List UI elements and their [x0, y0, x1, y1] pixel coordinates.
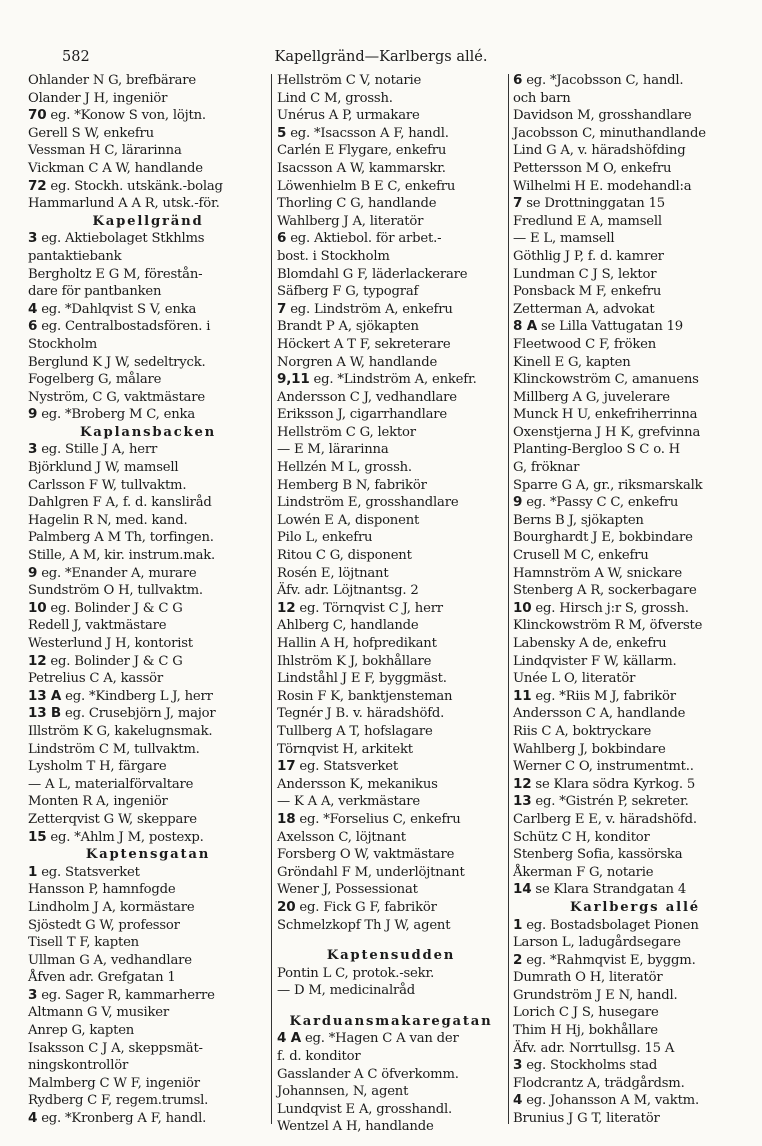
entry-text: se Lilla Vattugatan 19 — [540, 319, 683, 335]
resident-entry: Fleetwood C F, fröken — [513, 336, 657, 352]
resident-entry: Zetterqvist G W, skeppare — [28, 811, 197, 827]
column-divider — [508, 74, 509, 1124]
resident-entry: Gröndahl F M, underlöjtnant — [277, 864, 465, 880]
entry-text: eg. Sager R, kammarherre — [41, 987, 215, 1003]
entry-text: eg. *Gistrén P, sekreter. — [535, 794, 689, 810]
page-header — [0, 47, 762, 67]
building-number: 9 — [28, 564, 38, 581]
resident-entry: Isaksson C J A, skeppsmät- — [28, 1040, 203, 1056]
street-heading: Kaptensgatan — [85, 847, 211, 863]
entry-text: eg. *Enander A, murare — [41, 565, 197, 581]
building-entry — [28, 565, 268, 583]
resident-entry: Munck H U, enkefriherrinna — [513, 407, 698, 423]
resident-entry: Pilo L, enkefru — [277, 530, 373, 546]
building-entry — [513, 195, 757, 213]
resident-entry: Vessman H C, lärarinna — [28, 143, 182, 159]
resident-entry: Lindqvister F W, källarm. — [513, 653, 677, 669]
building-entry — [28, 829, 268, 847]
entry-text: se Klara södra Kyrkog. 5 — [535, 776, 696, 792]
resident-entry: Palmberg A M Th, torfingen. — [28, 530, 214, 546]
building-entry — [277, 301, 505, 319]
building-entry — [513, 1092, 757, 1110]
entry-text: eg. Stille J A, herr — [41, 442, 158, 458]
resident-entry: Stockholm — [28, 336, 98, 352]
resident-entry: Malmberg C W F, ingeniör — [28, 1075, 200, 1091]
resident-entry: Bergholtz E G M, förestån- — [28, 266, 203, 282]
resident-entry: pantaktiebank — [28, 248, 122, 264]
building-number: 1 — [28, 863, 38, 880]
entry-text: eg. *Riis M J, fabrikör — [535, 688, 676, 704]
building-entry — [28, 864, 268, 882]
street-heading: Karduansmakaregatan — [289, 1013, 493, 1029]
resident-entry: Planting-Bergloo S C o. H — [513, 442, 680, 458]
resident-entry: Pontin L C, protok.-sekr. — [277, 965, 435, 981]
resident-entry: Zetterman A, advokat — [513, 301, 655, 317]
resident-entry: Lorich C J S, husegare — [513, 1005, 659, 1021]
resident-entry: ningskontrollör — [28, 1058, 129, 1074]
building-entry — [513, 881, 757, 899]
resident-entry: Ullman G A, vedhandlare — [28, 952, 192, 968]
building-number: 7 — [513, 195, 523, 212]
building-number: 3 — [513, 1057, 523, 1074]
directory-column-1 — [28, 72, 268, 1127]
resident-entry: Axelsson C, löjtnant — [277, 829, 406, 845]
building-entry — [277, 371, 505, 389]
resident-entry: Berglund K J W, sedeltryck. — [28, 354, 206, 370]
resident-entry: — D M, medicinalråd — [277, 983, 415, 999]
resident-entry: Lindström E, grosshandlare — [277, 495, 459, 511]
building-number: 3 — [28, 441, 38, 458]
entry-text: eg. Statsverket — [299, 759, 398, 775]
building-entry — [28, 600, 268, 618]
building-number: 9 — [513, 494, 523, 511]
entry-text: eg. Bolinder J & C G — [50, 600, 183, 616]
directory-column-3 — [513, 72, 757, 1127]
resident-entry: Eriksson J, cigarrhandlare — [277, 407, 447, 423]
resident-entry: Dumrath O H, literatör — [513, 970, 663, 986]
entry-text: eg. Crusebjörn J, major — [64, 706, 216, 722]
resident-entry: Riis C A, boktryckare — [513, 723, 652, 739]
building-number: 5 — [277, 124, 287, 141]
resident-entry: Wahlberg J A, literatör — [277, 213, 424, 229]
resident-entry: Thim H Hj, bokhållare — [513, 1023, 658, 1039]
building-entry — [28, 653, 268, 671]
resident-entry: Ponsback M F, enkefru — [513, 284, 662, 300]
resident-entry: Björklund J W, mamsell — [28, 460, 179, 476]
building-number: 1 — [513, 916, 523, 933]
resident-entry: Lysholm T H, färgare — [28, 759, 167, 775]
resident-entry: Carlsson F W, tullvaktm. — [28, 477, 187, 493]
resident-entry: Ahlberg C, handlande — [277, 618, 419, 634]
resident-entry: Pettersson M O, enkefru — [513, 160, 672, 176]
building-number: 3 — [28, 986, 38, 1003]
resident-entry: Äfv. adr. Norrtullsg. 15 A — [513, 1040, 675, 1056]
building-number: 17 — [277, 758, 296, 775]
entry-text: eg. *Kronberg A F, handl. — [41, 1111, 207, 1127]
building-number: 7 — [277, 300, 287, 317]
resident-entry: — E M, lärarinna — [277, 442, 389, 458]
resident-entry: Nyström, C G, vaktmästare — [28, 389, 205, 405]
resident-entry: Bourghardt J E, bokbindare — [513, 530, 693, 546]
resident-entry: Lundman C J S, lektor — [513, 266, 657, 282]
entry-text: eg. *Broberg M C, enka — [41, 407, 195, 423]
building-number: 4 A — [277, 1030, 301, 1047]
building-number: 13 A — [28, 687, 62, 704]
building-entry — [28, 230, 268, 248]
resident-entry: Stille, A M, kir. instrum.mak. — [28, 548, 216, 564]
resident-entry: Hallin A H, hofpredikant — [277, 636, 437, 651]
resident-entry: f. d. konditor — [277, 1049, 361, 1065]
resident-entry: Löwenhielm B E C, enkefru — [277, 178, 456, 194]
resident-entry: Ihlström K J, bokhållare — [277, 653, 432, 669]
building-entry — [277, 758, 505, 776]
resident-entry: Hamnström A W, snickare — [513, 565, 682, 581]
building-number: 12 — [28, 652, 47, 669]
directory-column-2 — [277, 72, 505, 1135]
building-entry — [513, 318, 757, 336]
resident-entry: Hellström C V, notarie — [277, 73, 422, 88]
entry-text: se Klara Strandgatan 4 — [535, 882, 687, 898]
building-entry — [28, 301, 268, 319]
resident-entry: Hellzén M L, grossh. — [277, 460, 412, 476]
resident-entry: — E L, mamsell — [513, 231, 615, 247]
building-number: 70 — [28, 107, 47, 124]
building-entry — [277, 600, 505, 618]
entry-text: eg. Bolinder J & C G — [50, 653, 183, 669]
resident-entry: Flodcrantz A, trädgårdsm. — [513, 1075, 685, 1091]
building-number: 14 — [513, 881, 532, 898]
building-number: 9 — [28, 406, 38, 423]
resident-entry: Unérus A P, urmakare — [277, 108, 420, 124]
resident-entry: Vickman C A W, handlande — [28, 160, 203, 176]
resident-entry: Wentzel A H, handlande — [277, 1119, 434, 1135]
building-entry — [277, 811, 505, 829]
resident-entry: Wahlberg J, bokbindare — [513, 741, 666, 757]
resident-entry: Törnqvist H, arkitekt — [277, 741, 413, 757]
resident-entry: Anrep G, kapten — [28, 1023, 135, 1039]
resident-entry: bost. i Stockholm — [277, 248, 390, 264]
building-entry — [513, 793, 757, 811]
resident-entry: Fredlund E A, mamsell — [513, 213, 662, 229]
entry-text: eg. Stockholms stad — [526, 1058, 658, 1074]
building-entry — [513, 494, 757, 512]
resident-entry: — A L, materialförvaltare — [28, 776, 194, 792]
street-heading: Kaptensudden — [326, 948, 456, 964]
resident-entry: Åkerman F G, notarie — [513, 864, 654, 880]
resident-entry: Ohlander N G, brefbärare — [28, 73, 197, 88]
building-entry — [28, 987, 268, 1005]
resident-entry: Hansson P, hamnfogde — [28, 882, 176, 898]
building-entry — [513, 917, 757, 935]
entry-text: eg. Fick G F, fabrikör — [299, 899, 437, 915]
building-entry — [28, 178, 268, 196]
building-number: 20 — [277, 898, 296, 915]
street-heading: Karlbergs allé — [570, 899, 700, 915]
resident-entry: Lindholm J A, kormästare — [28, 899, 195, 915]
building-entry — [277, 899, 505, 917]
building-number: 13 B — [28, 705, 61, 722]
resident-entry: Unée L O, literatör — [513, 671, 636, 687]
building-number: 6 — [277, 230, 287, 247]
resident-entry: Gerell S W, enkefru — [28, 125, 154, 141]
building-entry — [513, 600, 757, 618]
resident-entry: Rydberg C F, regem.trumsl. — [28, 1093, 209, 1109]
resident-entry: Monten R A, ingeniör — [28, 794, 168, 810]
entry-text: eg. *Forselius C, enkefru — [299, 811, 461, 827]
building-number: 6 — [28, 318, 38, 335]
resident-entry: Illström K G, kakelugnsmak. — [28, 723, 213, 739]
entry-text: eg. Törnqvist C J, herr — [299, 600, 443, 616]
resident-entry: Säfberg F G, typograf — [277, 284, 419, 300]
entry-text: eg. *Konow S von, löjtn. — [50, 108, 206, 124]
resident-entry: Tullberg A T, hofslagare — [277, 723, 433, 739]
resident-entry: och barn — [513, 90, 571, 106]
resident-entry: Grundström J E N, handl. — [513, 987, 678, 1003]
building-number: 18 — [277, 810, 296, 827]
resident-entry: Blomdahl G F, läderlackerare — [277, 266, 468, 282]
resident-entry: Redell J, vaktmästare — [28, 618, 167, 634]
entry-text: eg. *Hagen C A van der — [304, 1031, 459, 1047]
resident-entry: Rosén E, löjtnant — [277, 565, 389, 581]
resident-entry: Hellström C G, lektor — [277, 424, 416, 440]
building-entry — [513, 72, 757, 90]
street-heading: Kaplansbacken — [79, 424, 217, 440]
resident-entry: Larson L, ladugårdsegare — [513, 935, 681, 951]
building-number: 2 — [513, 951, 523, 968]
resident-entry: Carlén E Flygare, enkefru — [277, 143, 447, 159]
entry-text: eg. *Jacobsson C, handl. — [526, 73, 684, 88]
resident-entry: Kinell E G, kapten — [513, 354, 631, 370]
resident-entry: Brandt P A, sjökapten — [277, 319, 419, 335]
building-number: 8 A — [513, 318, 537, 335]
entry-text: eg. *Isacsson A F, handl. — [290, 125, 449, 141]
resident-entry: Labensky A de, enkefru — [513, 636, 667, 651]
spacer — [277, 934, 505, 947]
resident-entry: Lindström C M, tullvaktm. — [28, 741, 200, 757]
building-entry — [513, 1057, 757, 1075]
building-entry — [513, 688, 757, 706]
resident-entry: Andersson C A, handlande — [513, 706, 686, 722]
building-entry — [28, 441, 268, 459]
building-number: 72 — [28, 177, 47, 194]
resident-entry: Lind C M, grossh. — [277, 90, 393, 106]
resident-entry: Klinckowström R M, öfverste — [513, 618, 703, 634]
spacer — [277, 1000, 505, 1013]
resident-entry: G, fröknar — [513, 460, 580, 476]
resident-entry: Johannsen, N, agent — [277, 1084, 409, 1100]
resident-entry: Ritou C G, disponent — [277, 548, 412, 564]
page-number: 582 — [62, 49, 90, 65]
resident-entry: Wener J, Possessionat — [277, 882, 418, 898]
resident-entry: Klinckowström C, amanuens — [513, 372, 699, 388]
resident-entry: Tisell T F, kapten — [28, 935, 139, 951]
street-heading: Kapellgränd — [92, 213, 204, 229]
resident-entry: Schütz C H, konditor — [513, 829, 650, 845]
building-entry — [513, 952, 757, 970]
resident-entry: Sundström O H, tullvaktm. — [28, 583, 203, 599]
building-entry — [277, 230, 505, 248]
resident-entry: Äfv. adr. Löjtnantsg. 2 — [277, 583, 419, 599]
resident-entry: Werner C O, instrumentmt.. — [513, 759, 694, 775]
resident-entry: Tegnér J B. v. häradshöfd. — [277, 706, 445, 722]
building-number: 11 — [513, 687, 532, 704]
resident-entry: Brunius J G T, literatör — [513, 1111, 660, 1127]
resident-entry: Hammarlund A A R, utsk.-för. — [28, 196, 220, 212]
resident-entry: Hagelin R N, med. kand. — [28, 512, 188, 528]
running-head: Kapellgränd—Karlbergs allé. — [274, 49, 488, 65]
resident-entry: Lowén E A, disponent — [277, 512, 420, 528]
entry-text: eg. *Lindström A, enkefr. — [313, 372, 477, 388]
resident-entry: Forsberg O W, vaktmästare — [277, 847, 455, 863]
building-entry — [277, 125, 505, 143]
building-number: 10 — [513, 599, 532, 616]
resident-entry: Åfven adr. Grefgatan 1 — [28, 970, 176, 986]
building-number: 13 — [513, 793, 532, 810]
building-number: 4 — [513, 1092, 523, 1109]
resident-entry: Höckert A T F, sekreterare — [277, 336, 451, 352]
entry-text: eg. Lindström A, enkefru — [290, 301, 453, 317]
building-entry — [28, 688, 268, 706]
resident-entry: Thorling C G, handlande — [277, 196, 437, 212]
entry-text: eg. *Ahlm J M, postexp. — [50, 829, 204, 845]
resident-entry: Carlberg E E, v. häradshöfd. — [513, 811, 697, 827]
resident-entry: Oxenstjerna J H K, grefvinna — [513, 424, 701, 440]
resident-entry: Davidson M, grosshandlare — [513, 108, 692, 124]
entry-text: eg. *Kindberg L J, herr — [65, 688, 213, 704]
resident-entry: Gasslander A C öfverkomm. — [277, 1066, 459, 1082]
resident-entry: Fogelberg G, målare — [28, 372, 162, 388]
resident-entry: dare för pantbanken — [28, 284, 162, 300]
resident-entry: Westerlund J H, kontorist — [28, 636, 193, 651]
resident-entry: Dahlgren F A, f. d. kansliråd — [28, 495, 212, 511]
building-entry — [28, 107, 268, 125]
entry-text: eg. *Dahlqvist S V, enka — [41, 301, 197, 317]
resident-entry: Lindståhl J E F, byggmäst. — [277, 671, 447, 687]
resident-entry: Rosin F K, banktjensteman — [277, 688, 453, 704]
column-divider — [271, 74, 272, 1124]
resident-entry: Altmann G V, musiker — [28, 1005, 169, 1021]
building-entry — [513, 776, 757, 794]
resident-entry: Lundqvist E A, grosshandl. — [277, 1101, 453, 1117]
resident-entry: Crusell M C, enkefru — [513, 548, 649, 564]
resident-entry: Stenberg Sofia, kassörska — [513, 847, 683, 863]
resident-entry: Lind G A, v. häradshöfding — [513, 143, 686, 159]
resident-entry: Petrelius C A, kassör — [28, 671, 164, 687]
entry-text: eg. Hirsch j:r S, grossh. — [535, 600, 689, 616]
building-number: 12 — [277, 599, 296, 616]
entry-text: eg. Stockh. utskänk.-bolag — [50, 178, 223, 194]
building-number: 3 — [28, 230, 38, 247]
building-entry — [28, 705, 268, 723]
resident-entry: Isacsson A W, kammarskr. — [277, 160, 446, 176]
resident-entry: Sjöstedt G W, professor — [28, 917, 180, 933]
entry-text: eg. Bostadsbolaget Pionen — [526, 917, 699, 933]
entry-text: eg. Aktiebolaget Stkhlms — [41, 231, 205, 247]
entry-text: eg. Aktiebol. för arbet.- — [290, 231, 442, 247]
resident-entry: Hemberg B N, fabrikör — [277, 477, 427, 493]
building-entry — [28, 406, 268, 424]
resident-entry: Schmelzkopf Th J W, agent — [277, 917, 451, 933]
entry-text: eg. Johansson A M, vaktm. — [526, 1093, 699, 1109]
building-number: 9,11 — [277, 371, 310, 388]
entry-text: eg. *Passy C C, enkefru — [526, 495, 679, 511]
resident-entry: Millberg A G, juvelerare — [513, 389, 670, 405]
building-number: 12 — [513, 775, 532, 792]
entry-text: eg. *Rahmqvist E, byggm. — [526, 952, 696, 968]
building-number: 10 — [28, 599, 47, 616]
resident-entry: Andersson K, mekanikus — [277, 776, 438, 792]
entry-text: se Drottninggatan 15 — [526, 196, 665, 212]
resident-entry: — K A A, verkmästare — [277, 794, 421, 810]
resident-entry: Jacobsson C, minuthandlande — [513, 125, 706, 141]
entry-text: eg. Statsverket — [41, 864, 140, 880]
building-entry — [28, 1110, 268, 1128]
resident-entry: Stenberg A R, sockerbagare — [513, 583, 697, 599]
resident-entry: Norgren A W, handlande — [277, 354, 438, 370]
resident-entry: Olander J H, ingeniör — [28, 90, 168, 106]
building-number: 6 — [513, 72, 523, 88]
entry-text: eg. Centralbostadsfören. i — [41, 319, 211, 335]
resident-entry: Sparre G A, gr., riksmarskalk — [513, 477, 703, 493]
resident-entry: Wilhelmi H E. modehandl:a — [513, 178, 692, 194]
resident-entry: Andersson C J, vedhandlare — [277, 389, 457, 405]
building-entry — [28, 318, 268, 336]
building-entry — [277, 1030, 505, 1048]
building-number: 4 — [28, 1110, 38, 1127]
building-number: 15 — [28, 828, 47, 845]
resident-entry: Göthlig J P, f. d. kamrer — [513, 248, 664, 264]
building-number: 4 — [28, 300, 38, 317]
resident-entry: Berns B J, sjökapten — [513, 512, 644, 528]
